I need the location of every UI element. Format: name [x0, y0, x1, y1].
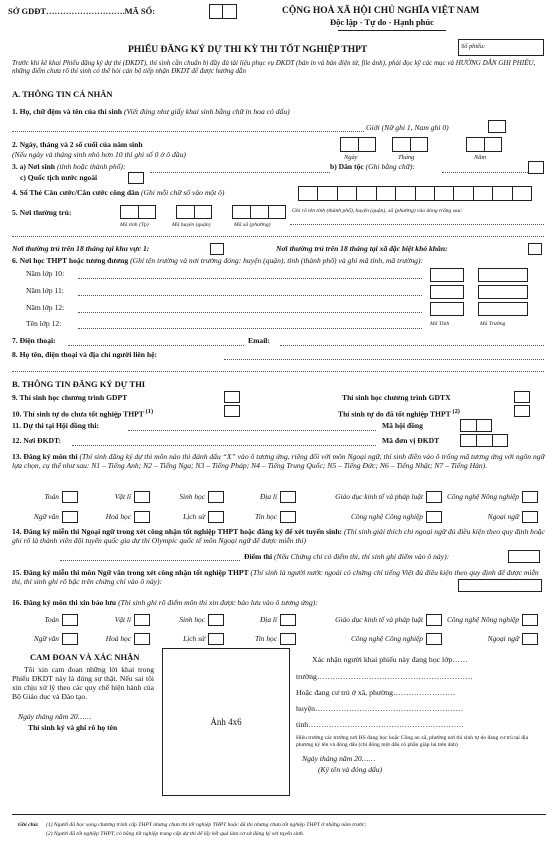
intro-text: Trước khi kê khai Phiếu đăng ký dự thi (ĐKDT), thí sinh cần chuẩn bị đầy đủ tài liệu phục vụ ĐKDT (bản in và bản điện tử, file ảnh), phải đọc kỹ các mục và HƯỚNG DẪN GHI PHIẾU, những điểm chưa rõ thí sinh có thể hỏi cán bộ tiếp nhận ĐKDT để được hướng dẫn: [12, 59, 536, 76]
q5-note: Ghi rõ tên tỉnh (thành phố), huyện (quận), xã (phường) vào dòng trống sau:: [292, 208, 463, 214]
q14-diem-label: Điểm thi: [244, 552, 273, 561]
q16-r1-subject-label: Công nghệ Nông nghiệp: [446, 614, 519, 624]
q1-note: (Viết đúng như giấy khai sinh bằng chữ in hoa có dấu): [123, 107, 290, 116]
q14-label: 14. Đăng ký miễn thi Ngoại ngữ trong xét công nhận tốt nghiệp THPT hoặc đăng ký để xét tuyển sinh:: [12, 527, 343, 536]
q13-r2-subject-2: [154, 511, 228, 523]
q2-note: (Nếu ngày và tháng sinh nhỏ hơn 10 thì ghi số 0 ở ô đầu): [12, 150, 186, 159]
q16-r1-subject-5: [446, 614, 542, 626]
address-field-2[interactable]: [12, 236, 544, 237]
q13-r1-subject-label: Sinh học: [179, 491, 205, 501]
q16-r1-subject-box[interactable]: [134, 614, 150, 626]
q11b-label: Mã hội đồng: [382, 421, 423, 430]
xac-nhan-date: Ngày tháng năm 20……: [302, 754, 376, 763]
so-phieu-box[interactable]: [458, 39, 544, 56]
lop12-ma-tinh[interactable]: [430, 302, 464, 316]
lop10-ma-tinh[interactable]: [430, 268, 464, 282]
q16-r1-subject-box[interactable]: [280, 614, 296, 626]
q13-r1-subject-box[interactable]: [426, 491, 442, 503]
q15-box[interactable]: [458, 579, 542, 592]
cam-doan-text: Tôi xin cam đoan những lời khai trong Phiếu ĐKDT này là đúng sự thật. Nếu sai tôi xin chịu xử lý theo các quy chế hiện hành của Bộ Giáo dục và Đào tạo.: [12, 665, 154, 702]
q15-note: (Thí sinh là người nước ngoài có chứng chỉ tiếng Việt đủ điều kiện theo quy định để được miễn thi, thí sinh ghi rõ bậc trên chứng chỉ vào ô này):: [12, 568, 539, 587]
ma-so-box[interactable]: [209, 4, 237, 19]
q13-r1-subject-box[interactable]: [280, 491, 296, 503]
q9-box[interactable]: [224, 391, 240, 403]
ma-truong-caption: Mã Trường: [480, 321, 506, 327]
q13-r2-subject-box[interactable]: [62, 511, 78, 523]
dbkk-box[interactable]: [528, 243, 542, 255]
birthplace-field[interactable]: [150, 172, 330, 173]
q16-r2-subject-5: [446, 633, 542, 645]
ghi-chu-2: (2) Người đã tốt nghiệp THPT, có bằng tốt nghiệp trung cấp dự thi để lấy kết quả làm cơ sở đăng ký xét tuyển sinh.: [46, 831, 305, 837]
q16-r2-subject-box[interactable]: [134, 633, 150, 645]
q13-r1-subject-5: [446, 491, 542, 503]
motto: Độc lập - Tự do - Hạnh phúc: [330, 17, 434, 27]
gender-box[interactable]: [488, 120, 506, 133]
q7-label: 7. Điện thoại:: [12, 336, 56, 345]
q4-label: 4. Số Thẻ Căn cước/Căn cước công dân: [12, 188, 140, 197]
q13-r2-subject-label: Ngữ văn: [33, 511, 59, 521]
q15-label: 15. Đăng ký miễn thi môn Ngữ văn trong xét công nhận tốt nghiệp THPT: [12, 568, 249, 577]
q13-r1-subject-label: Địa lí: [259, 491, 277, 501]
lop12-label: Năm lớp 12:: [26, 303, 65, 312]
month-label: Tháng: [398, 154, 415, 161]
q13-label: 13. Đăng ký môn thi: [12, 452, 78, 461]
q13-r2-subject-3: [228, 511, 300, 523]
q13-r2-subject-box[interactable]: [208, 511, 224, 523]
q16-r2-subject-0: [12, 633, 82, 645]
lop11-field[interactable]: [78, 295, 422, 296]
q16-r2-subject-4: [300, 633, 446, 645]
ghi-chu-label: Ghi chú:: [18, 822, 39, 828]
q16-subjects-row2: [12, 633, 542, 645]
q10-sup: (1): [145, 408, 154, 415]
ma-xa-label: Mã xã (phường): [234, 222, 271, 228]
q1-label: 1. Họ, chữ đệm và tên của thí sinh: [12, 107, 123, 116]
q16-r2-subject-label: Công nghệ Công nghiệp: [350, 633, 423, 643]
tinh-line: tỉnh……………………………………………………: [296, 720, 465, 729]
noi-dkdt-field[interactable]: [72, 445, 376, 446]
q14-diem-box[interactable]: [508, 550, 540, 563]
q16-r1-subject-box[interactable]: [522, 614, 538, 626]
photo-box[interactable]: [162, 648, 290, 796]
q2-label: 2. Ngày, tháng và 2 số cuối của năm sinh: [12, 140, 143, 149]
q10b-sup: (2): [452, 408, 460, 415]
name-field[interactable]: [12, 131, 364, 132]
q16-r2-subject-2: [154, 633, 228, 645]
ma-huyen-label: Mã huyện (quận): [172, 222, 211, 228]
q16-subjects-row1: [12, 614, 542, 626]
gender-label: Giới (Nữ ghi 1, Nam ghi 0): [366, 123, 449, 132]
day-label: Ngày: [344, 154, 358, 161]
q14-diem-note: (Nếu Chứng chỉ có điểm thi, thí sinh ghi điểm vào ô này):: [273, 552, 450, 561]
phone-field[interactable]: [68, 345, 244, 346]
q13-r2-subject-box[interactable]: [522, 511, 538, 523]
q16-r2-subject-label: Ngoại ngữ: [487, 633, 519, 643]
ghi-chu-1: (1) Người đã học xong chương trình cấp THPT nhưng chưa thi tốt nghiệp THPT hoặc đã thi nhưng chưa tốt nghiệp THPT ở những năm trước;: [46, 822, 367, 828]
kv1-label: Nơi thường trú trên 18 tháng tại khu vực 1:: [12, 244, 150, 253]
foreign-nationality-box[interactable]: [128, 172, 144, 184]
q16-r2-subject-3: [228, 633, 300, 645]
q6-label: 6. Nơi học THPT hoặc tương đương: [12, 256, 129, 265]
ma-xa-box[interactable]: [232, 205, 286, 219]
q13-r2-subject-0: [12, 511, 82, 523]
q16-r2-subject-box[interactable]: [522, 633, 538, 645]
q16-r1-subject-0: [12, 614, 82, 626]
q14-field[interactable]: [60, 560, 240, 561]
q4-note: (Ghi mỗi chữ số vào một ô): [141, 188, 225, 197]
form-title: PHIẾU ĐĂNG KÝ DỰ THI KỲ THI TỐT NGHIỆP THPT: [128, 45, 368, 55]
q5-label: 5. Nơi thường trú:: [12, 208, 72, 217]
q16-note: (Thí sinh ghi rõ điểm môn thi xin được bảo lưu vào ô tương ứng):: [118, 598, 318, 607]
q13-r1-subject-1: [82, 491, 154, 503]
q12-label: 12. Nơi ĐKDT:: [12, 436, 61, 445]
q16-r1-subject-label: Địa lí: [259, 614, 277, 624]
q13-r1-subject-3: [228, 491, 300, 503]
q16-r1-subject-label: Toán: [44, 614, 59, 624]
q13-r1-subject-label: Vật lí: [114, 491, 131, 501]
ethnicity-box[interactable]: [528, 161, 544, 174]
q11-label: 11. Dự thi tại Hội đồng thi:: [12, 421, 100, 430]
q9-label: 9. Thí sinh học chương trình GDPT: [12, 393, 128, 402]
ky-dong-dau: (Ký tên và đóng dấu): [318, 765, 383, 774]
lop10-field[interactable]: [78, 278, 422, 279]
q16-r1-subject-4: [300, 614, 446, 626]
q3b-label: b) Dân tộc: [330, 162, 364, 171]
lop12-ma-truong[interactable]: [478, 302, 528, 316]
lop12-field[interactable]: [78, 312, 422, 313]
section-b-title: B. THÔNG TIN ĐĂNG KÝ DỰ THI: [12, 379, 146, 389]
hoi-dong-field[interactable]: [128, 430, 376, 431]
republic-title: CỘNG HOÀ XÃ HỘI CHỦ NGHĨA VIỆT NAM: [282, 6, 480, 16]
q16-r2-subject-label: Tin học: [255, 633, 277, 643]
q10-label: 10. Thí sinh tự do chưa tốt nghiệp THPT: [12, 409, 144, 419]
q13-r2-subject-box[interactable]: [426, 511, 442, 523]
q13-r1-subject-box[interactable]: [134, 491, 150, 503]
q13-r1-subject-4: [300, 491, 446, 503]
q13-r2-subject-1: [82, 511, 154, 523]
q14-note: (Thí sinh giải thích chi ngoại ngữ đủ điều kiện theo quy định hoặc ghi rõ là thành viên đội tuyển quốc gia dự thi Olympic quốc tế môn Ngoại ngữ để được miễn thi): [12, 527, 545, 546]
year-label: Năm: [474, 154, 487, 161]
q10b-label: Thí sinh tự do đã tốt nghiệp THPT: [338, 409, 451, 419]
q16-r2-subject-label: Hoá học: [105, 633, 131, 643]
ma-don-vi-box[interactable]: [460, 434, 508, 447]
q13-r1-subject-box[interactable]: [522, 491, 538, 503]
q16-r1-subject-box[interactable]: [426, 614, 442, 626]
q3b-note: (Ghi bằng chữ):: [365, 162, 415, 171]
q16-r1-subject-3: [228, 614, 300, 626]
ten-lop12-label: Tên lớp 12:: [26, 319, 62, 328]
q16-r1-subject-label: Sinh học: [179, 614, 205, 624]
kv1-box[interactable]: [210, 243, 224, 255]
q13-r1-subject-0: [12, 491, 82, 503]
q10-box[interactable]: [224, 405, 240, 417]
q10b-box[interactable]: [514, 405, 530, 417]
q13-r2-subject-label: Hoá học: [105, 511, 131, 521]
q3a-note: (tỉnh hoặc thành phố):: [56, 162, 126, 171]
q13-r2-subject-5: [446, 511, 542, 523]
q3c-label: c) Quốc tịch nước ngoài: [20, 173, 98, 182]
contact-field[interactable]: [224, 359, 544, 360]
huyen-line: huyện…………………………………………………: [296, 704, 464, 713]
q16-r1-subject-label: Giáo dục kinh tế và pháp luật: [335, 614, 423, 624]
q16-r2-subject-box[interactable]: [62, 633, 78, 645]
ten-lop12-field[interactable]: [78, 328, 422, 329]
q16-label: 16. Đăng ký môn thi xin bảo lưu: [12, 598, 117, 607]
q13-r1-subject-box[interactable]: [208, 491, 224, 503]
q13-r1-subject-2: [154, 491, 228, 503]
ethnicity-field[interactable]: [442, 172, 528, 173]
address-field-1[interactable]: [290, 224, 544, 225]
q13-r1-subject-label: Toán: [44, 491, 59, 501]
lop11-ma-tinh[interactable]: [430, 285, 464, 299]
email-field[interactable]: [280, 345, 544, 346]
truong-line: trường……………………………………………………: [296, 672, 473, 681]
q13-r1-subject-label: Công nghệ Nông nghiệp: [446, 491, 519, 501]
q13-r2-subject-4: [300, 511, 446, 523]
q13-r2-subject-box[interactable]: [134, 511, 150, 523]
q13-r2-subject-label: Công nghệ Công nghiệp: [350, 511, 423, 521]
q16-r2-subject-box[interactable]: [426, 633, 442, 645]
q13-note: (Thí sinh đăng ký dự thi môn nào thì đánh dấu “X” vào ô tương ứng, riêng đối với môn Ngoại ngữ, thí sinh điền vào ô trống mã tương ứng với ngôn ngữ lựa chọn, cụ thể như sau: N1 – Tiếng Anh; N2 – Tiếng Nga; N3 – Tiếng Pháp; N4 – Tiếng Trung Quốc; N5 – Tiếng Đức; N6 – Tiếng Nhật; N7 – Tiếng Hàn).: [12, 452, 545, 471]
section-a-title: A. THÔNG TIN CÁ NHÂN: [12, 89, 113, 99]
so-phieu-label: Số phiếu:: [461, 43, 486, 50]
q16-r2-subject-box[interactable]: [280, 633, 296, 645]
lop10-label: Năm lớp 10:: [26, 269, 65, 278]
q16-r2-subject-box[interactable]: [208, 633, 224, 645]
q3a-label: 3. a) Nơi sinh: [12, 162, 56, 171]
q13-subjects-row2: [12, 511, 542, 523]
q9b-box[interactable]: [514, 391, 530, 403]
signature-label: Thí sinh ký và ghi rõ họ tên: [28, 723, 118, 732]
q13-r1-subject-label: Giáo dục kinh tế và pháp luật: [335, 491, 423, 501]
lop11-ma-truong[interactable]: [478, 285, 528, 299]
ma-tinh-caption: Mã Tỉnh: [430, 321, 450, 327]
q16-r1-subject-label: Vật lí: [114, 614, 131, 624]
hoac-line: Hoặc đang cư trú ở xã, phường……………………: [296, 688, 456, 697]
q13-r2-subject-label: Ngoại ngữ: [487, 511, 519, 521]
q13-r1-subject-box[interactable]: [62, 491, 78, 503]
id-card-boxes[interactable]: [298, 186, 532, 201]
q12b-label: Mã đơn vị ĐKDT: [382, 436, 440, 445]
cam-doan-title: CAM ĐOAN VÀ XÁC NHẬN: [30, 652, 140, 662]
q13-r2-subject-label: Tin học: [255, 511, 277, 521]
lop11-label: Năm lớp 11:: [26, 286, 64, 295]
q6-note: (Ghi tên trường và nơi trường đóng: huyện (quận), tỉnh (thành phố) và ghi mã tỉnh, mã trường):: [130, 256, 424, 265]
q16-r2-subject-1: [82, 633, 154, 645]
q9b-label: Thí sinh học chương trình GDTX: [342, 393, 451, 402]
q16-r2-subject-label: Ngữ văn: [33, 633, 59, 643]
q13-r2-subject-box[interactable]: [280, 511, 296, 523]
so-gddt-label: SỞ GDĐT……………………….MÃ SỐ:: [8, 6, 156, 16]
ma-tinh-label: Mã tỉnh (Tp): [120, 222, 149, 228]
cam-doan-date: Ngày tháng năm 20……: [18, 712, 92, 721]
email-label: Email:: [248, 336, 270, 345]
q16-r1-subject-1: [82, 614, 154, 626]
photo-label: Ảnh 4x6: [210, 717, 242, 727]
q16-r1-subject-box[interactable]: [62, 614, 78, 626]
xac-nhan: Xác nhận người khai phiếu này đang học lớp……: [312, 655, 468, 664]
q16-r1-subject-2: [154, 614, 228, 626]
lop10-ma-truong[interactable]: [478, 268, 528, 282]
q13-subjects-row1: [12, 491, 542, 503]
contact-field-2[interactable]: [12, 371, 544, 372]
dbkk-label: Nơi thường trú trên 18 tháng tại xã đặc biệt khó khăn:: [276, 244, 448, 253]
q16-r1-subject-box[interactable]: [208, 614, 224, 626]
q8-label: 8. Họ tên, điện thoại và địa chỉ người liên hệ:: [12, 350, 158, 359]
q13-r2-subject-label: Lịch sử: [183, 511, 205, 521]
q16-r2-subject-label: Lịch sử: [183, 633, 205, 643]
hieu-truong-note: Hiệu trưởng các trường nơi HS đang học hoặc Công an xã, phường nơi thí sinh tự do đang cư trú tại địa phương ký tên và đóng dấu (chỉ đóng một dấu có phần giáp lai trên ảnh): [296, 735, 529, 748]
